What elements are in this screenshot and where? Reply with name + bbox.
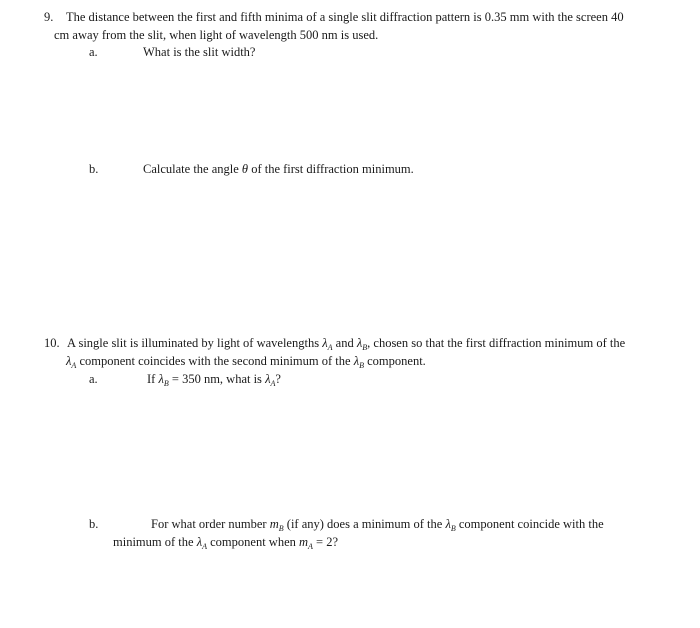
question-10b-label: b. xyxy=(89,517,99,531)
lambda-b-symbol: $\lambda_B$ xyxy=(158,372,169,388)
question-10a-end: ? xyxy=(275,372,281,386)
question-10-number: 10. xyxy=(44,336,60,350)
question-10b-line1-c: component coincide with the xyxy=(458,517,604,531)
question-10-line1-a: A single slit is illuminated by light of wavelengths xyxy=(67,336,320,350)
question-9-number: 9. xyxy=(44,10,54,24)
question-10-line1-b: and xyxy=(335,336,354,350)
theta-symbol: θ xyxy=(241,162,249,176)
lambda-a-symbol: $\lambda_A$ xyxy=(322,336,333,352)
question-9b-text-before: Calculate the angle xyxy=(143,162,239,176)
question-10b-text-line2 xyxy=(113,533,338,556)
m-a-symbol: $m_A$ xyxy=(299,535,313,551)
question-10b-line2-b: component when xyxy=(210,535,296,549)
question-10b-line1-b: (if any) does a minimum of the xyxy=(286,517,443,531)
question-9a-text: What is the slit width? xyxy=(143,45,256,59)
question-10a-mid: = 350 nm, what is xyxy=(171,372,262,386)
question-9-text-line2: cm away from the slit, when light of wavelength 500 nm is used. xyxy=(54,28,379,42)
question-9a-label: a. xyxy=(89,45,98,59)
lambda-b-symbol: $\lambda_B$ xyxy=(353,354,364,370)
question-10a-text xyxy=(147,370,281,393)
question-10a-if: If xyxy=(147,372,156,386)
question-9-text-line1: The distance between the first and fifth minima of a single slit diffraction pattern is 0.35 mm with the screen 40 xyxy=(66,10,624,24)
question-10b-line1-a: For what order number xyxy=(151,517,267,531)
question-10a-label: a. xyxy=(89,372,98,386)
question-10b-line2-a: minimum of the xyxy=(113,535,194,549)
question-10-line2-a: component coincides with the second minimum of the xyxy=(79,354,351,368)
question-10-line1-c: , chosen so that the first diffraction minimum of the xyxy=(367,336,626,350)
question-9b-text xyxy=(143,160,414,178)
m-b-symbol: $m_B$ xyxy=(269,517,284,533)
question-10b-line2-c: = 2? xyxy=(316,535,339,549)
lambda-a-symbol: $\lambda_A$ xyxy=(196,535,207,551)
lambda-a-symbol: $\lambda_A$ xyxy=(66,354,77,370)
question-9b-text-after: of the first diffraction minimum. xyxy=(251,162,414,176)
lambda-a-symbol: $\lambda_A$ xyxy=(265,372,276,388)
question-9b-label: b. xyxy=(89,162,99,176)
lambda-b-symbol: $\lambda_B$ xyxy=(356,336,368,352)
question-10-line2-b: component. xyxy=(367,354,426,368)
lambda-b-symbol: $\lambda_B$ xyxy=(445,517,456,533)
